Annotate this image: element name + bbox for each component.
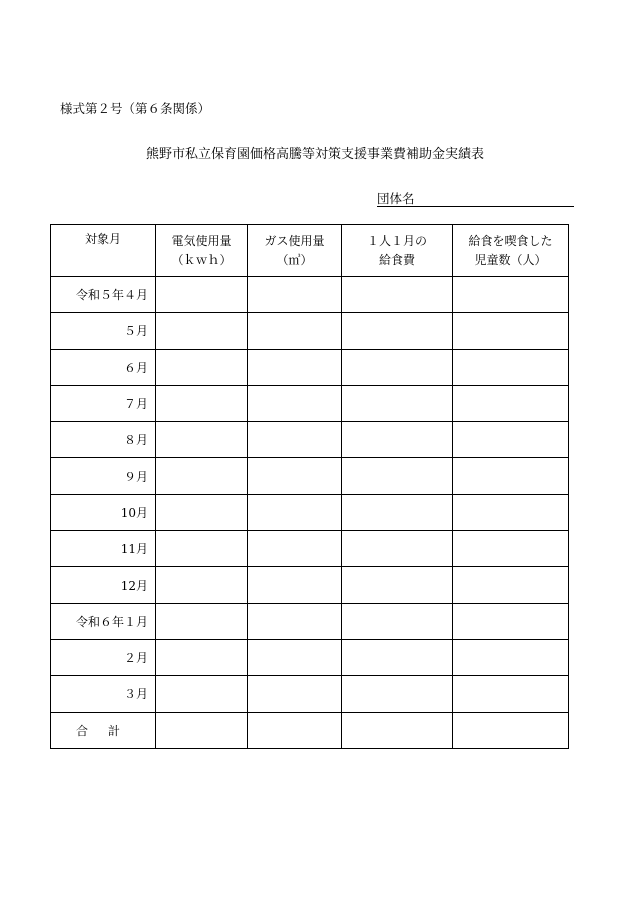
gas-cell[interactable]	[248, 313, 342, 349]
header-gas-usage: ガス使用量 （㎥）	[248, 225, 342, 277]
children-count-cell[interactable]	[453, 277, 569, 313]
electricity-cell[interactable]	[156, 676, 248, 712]
meal-cost-cell[interactable]	[342, 639, 453, 675]
children-count-cell[interactable]	[453, 313, 569, 349]
header-target-month: 対象月	[51, 225, 156, 277]
gas-cell[interactable]	[248, 639, 342, 675]
electricity-cell[interactable]	[156, 531, 248, 567]
row-label: ３月	[51, 676, 156, 712]
table-row	[51, 313, 569, 349]
electricity-cell[interactable]	[156, 603, 248, 639]
row-label: 合計	[51, 712, 156, 748]
header-meal-cost: １人１月の 給食費	[342, 225, 453, 277]
meal-cost-cell[interactable]	[342, 349, 453, 385]
electricity-cell[interactable]	[156, 385, 248, 421]
header-children-count: 給食を喫食した 児童数（人）	[453, 225, 569, 277]
children-count-cell[interactable]	[453, 567, 569, 603]
results-table	[50, 224, 569, 749]
children-count-cell[interactable]	[453, 385, 569, 421]
meal-cost-cell[interactable]	[342, 277, 453, 313]
table-row	[51, 277, 569, 313]
meal-cost-cell[interactable]	[342, 385, 453, 421]
meal-cost-cell[interactable]	[342, 422, 453, 458]
meal-cost-cell[interactable]	[342, 567, 453, 603]
electricity-cell[interactable]	[156, 712, 248, 748]
children-count-cell[interactable]	[453, 712, 569, 748]
electricity-cell[interactable]	[156, 567, 248, 603]
gas-cell[interactable]	[248, 567, 342, 603]
gas-cell[interactable]	[248, 385, 342, 421]
children-count-cell[interactable]	[453, 458, 569, 494]
gas-cell[interactable]	[248, 676, 342, 712]
table-row	[51, 494, 569, 530]
electricity-cell[interactable]	[156, 639, 248, 675]
form-number: 様式第２号（第６条関係）	[60, 101, 211, 116]
meal-cost-cell[interactable]	[342, 313, 453, 349]
row-label: 11月	[51, 531, 156, 567]
children-count-cell[interactable]	[453, 603, 569, 639]
table-row	[51, 385, 569, 421]
table-row	[51, 422, 569, 458]
row-label: 10月	[51, 494, 156, 530]
electricity-cell[interactable]	[156, 349, 248, 385]
row-label: ６月	[51, 349, 156, 385]
table-row	[51, 603, 569, 639]
row-label: 令和５年４月	[51, 277, 156, 313]
gas-cell[interactable]	[248, 712, 342, 748]
electricity-cell[interactable]	[156, 458, 248, 494]
meal-cost-cell[interactable]	[342, 494, 453, 530]
row-label: 12月	[51, 567, 156, 603]
gas-cell[interactable]	[248, 458, 342, 494]
row-label: ９月	[51, 458, 156, 494]
gas-cell[interactable]	[248, 349, 342, 385]
gas-cell[interactable]	[248, 603, 342, 639]
gas-cell[interactable]	[248, 494, 342, 530]
electricity-cell[interactable]	[156, 422, 248, 458]
table-row	[51, 458, 569, 494]
organization-label: 団体名	[377, 191, 415, 206]
total-row	[51, 712, 569, 748]
children-count-cell[interactable]	[453, 676, 569, 712]
row-label: 令和６年１月	[51, 603, 156, 639]
meal-cost-cell[interactable]	[342, 603, 453, 639]
row-label: ５月	[51, 313, 156, 349]
organization-name-field[interactable]	[377, 189, 574, 207]
children-count-cell[interactable]	[453, 531, 569, 567]
electricity-cell[interactable]	[156, 277, 248, 313]
meal-cost-cell[interactable]	[342, 676, 453, 712]
meal-cost-cell[interactable]	[342, 712, 453, 748]
meal-cost-cell[interactable]	[342, 458, 453, 494]
meal-cost-cell[interactable]	[342, 531, 453, 567]
children-count-cell[interactable]	[453, 494, 569, 530]
header-electricity-usage: 電気使用量 （ｋｗｈ）	[156, 225, 248, 277]
row-label: ８月	[51, 422, 156, 458]
document-title: 熊野市私立保育園価格高騰等対策支援事業費補助金実績表	[145, 147, 484, 162]
table-row	[51, 567, 569, 603]
table-row	[51, 349, 569, 385]
electricity-cell[interactable]	[156, 494, 248, 530]
table-row	[51, 676, 569, 712]
gas-cell[interactable]	[248, 422, 342, 458]
table-row	[51, 531, 569, 567]
children-count-cell[interactable]	[453, 349, 569, 385]
gas-cell[interactable]	[248, 531, 342, 567]
row-label: ７月	[51, 385, 156, 421]
row-label: ２月	[51, 639, 156, 675]
table-header-row	[51, 225, 569, 277]
children-count-cell[interactable]	[453, 639, 569, 675]
table-row	[51, 639, 569, 675]
gas-cell[interactable]	[248, 277, 342, 313]
children-count-cell[interactable]	[453, 422, 569, 458]
electricity-cell[interactable]	[156, 313, 248, 349]
